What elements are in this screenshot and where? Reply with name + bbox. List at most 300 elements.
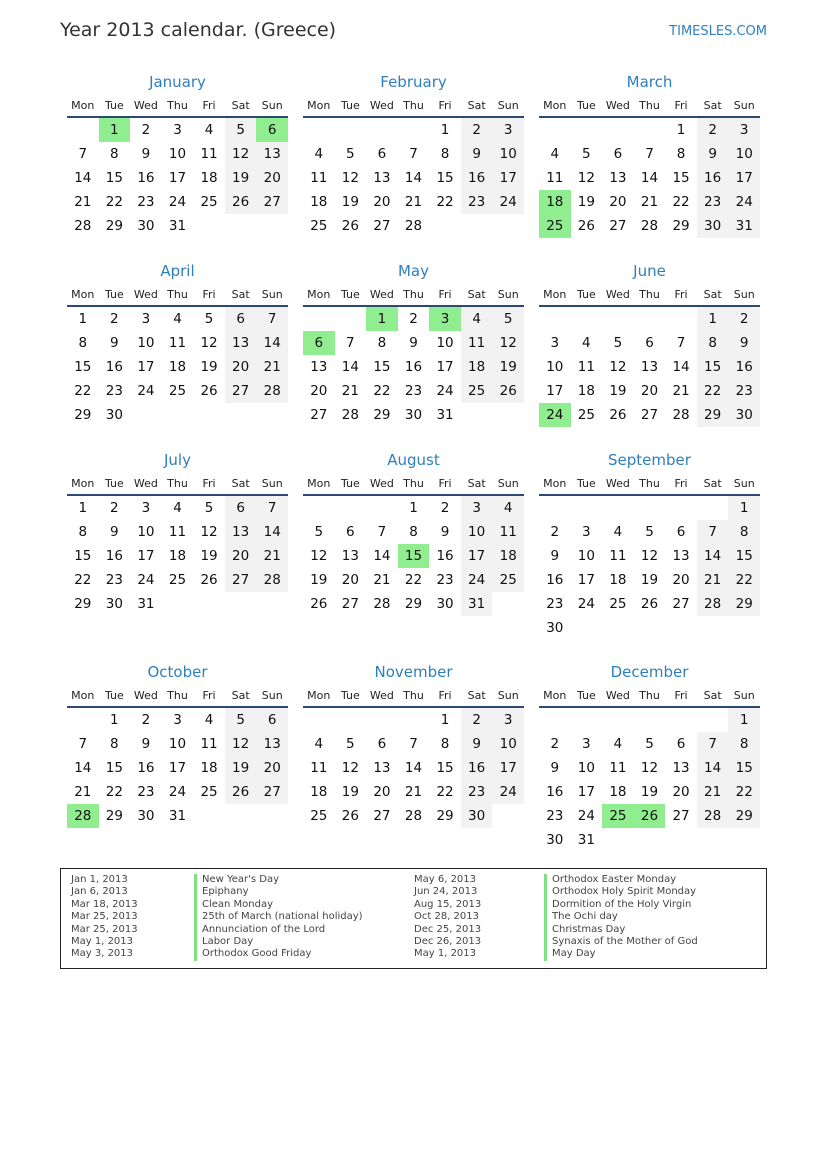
day-cell: 14 [404,170,423,186]
day-cell: 8 [728,732,760,756]
weekday-header [539,474,760,496]
day-cell: 17 [436,359,454,375]
day-cell: 6 [676,736,686,752]
site-link[interactable]: TIMESLES.COM [669,24,767,39]
day-cell: 24 [577,596,595,612]
day-cell: 27 [672,596,690,612]
day-cell: 3 [492,708,524,732]
day-cell: 4 [613,736,623,752]
holiday-name: Orthodox Good Friday [194,948,363,960]
weekday-label: Fri [202,99,216,112]
weekday-label: Mon [543,477,567,490]
weekday-label: Wed [133,288,158,301]
day-cell: 22 [105,194,123,210]
day-cell: 9 [697,142,729,166]
weekday-label: Mon [543,99,567,112]
weekday-label: Tue [104,689,124,702]
weekday-label: Mon [307,477,331,490]
day-cell-holiday: 3 [429,307,461,331]
day-cell: 20 [225,355,257,379]
day-cell: 6 [676,524,686,540]
day-cell: 10 [492,732,524,756]
day-cell: 23 [105,383,123,399]
day-cell: 28 [697,592,729,616]
month-title: April [160,262,195,280]
day-cell: 4 [204,122,214,138]
weekday-label: Sun [733,99,755,112]
day-cell: 13 [225,331,257,355]
day-cell: 24 [137,383,155,399]
day-cell: 26 [492,379,524,403]
day-cell: 27 [373,218,391,234]
day-cell: 8 [78,524,88,540]
day-cell: 22 [436,194,454,210]
day-cell: 19 [640,572,659,588]
day-cell: 2 [440,500,450,516]
day-cell: 24 [577,808,595,824]
weekday-label: Wed [369,99,394,112]
weekday-label: Mon [307,99,331,112]
day-cell: 15 [728,544,760,568]
day-cell: 27 [672,808,690,824]
weekday-header [303,474,524,496]
day-cell: 4 [314,146,324,162]
holiday-date: Mar 18, 2013 [71,898,138,910]
day-cell: 13 [609,170,627,186]
day-cell: 26 [310,596,328,612]
day-cell: 28 [640,218,659,234]
day-cell: 22 [373,383,391,399]
day-cell: 6 [377,146,387,162]
weekday-label: Thu [403,99,424,112]
weekday-label: Sat [703,477,722,490]
day-cell: 5 [314,524,324,540]
day-cell: 26 [640,596,659,612]
holiday-date: Mar 25, 2013 [71,911,138,923]
weekday-label: Thu [167,288,188,301]
day-cell: 20 [373,784,391,800]
weekday-label: Fri [438,689,452,702]
day-cell: 14 [74,170,92,186]
day-cell: 17 [577,784,595,800]
day-cell: 19 [492,355,524,379]
holiday-name: Christmas Day [544,924,698,936]
weekday-label: Sun [261,689,283,702]
day-cell: 12 [609,359,627,375]
holiday-date: May 1, 2013 [71,936,134,948]
day-cell: 25 [577,407,595,423]
day-cell: 15 [728,756,760,780]
holiday-name: Clean Monday [194,899,363,911]
day-cell: 18 [168,359,187,375]
day-cell: 18 [461,355,493,379]
day-cell: 19 [640,784,659,800]
holiday-date: Aug 15, 2013 [414,898,482,910]
month-title: December [610,663,689,681]
day-cell: 3 [461,496,493,520]
weekday-label: Thu [403,477,424,490]
day-cell: 26 [200,572,218,588]
day-cell: 19 [225,756,257,780]
holiday-name: New Year's Day [194,874,363,886]
day-cell: 13 [310,359,328,375]
day-cell: 31 [728,214,760,238]
day-cell: 22 [697,379,729,403]
day-cell: 10 [577,760,595,776]
day-cell: 1 [697,307,729,331]
day-cell: 15 [373,359,391,375]
day-cell: 13 [256,142,288,166]
day-cell: 25 [492,568,524,592]
day-cell: 16 [436,548,454,564]
day-cell: 21 [404,194,423,210]
day-cell: 30 [546,832,564,848]
day-cell: 17 [461,544,493,568]
day-cell: 11 [168,524,187,540]
day-cell: 2 [141,712,151,728]
day-cell: 24 [492,780,524,804]
day-cell: 23 [105,572,123,588]
day-cell: 3 [582,736,591,752]
day-cell: 2 [697,118,729,142]
weekday-label: Fri [202,477,216,490]
day-cell: 1 [440,122,450,138]
weekday-header [539,285,760,307]
day-cell: 24 [168,194,187,210]
day-cell: 27 [256,190,288,214]
holiday-name: Annunciation of the Lord [194,924,363,936]
day-cell: 29 [697,403,729,427]
day-cell: 1 [440,712,450,728]
month-title: September [608,451,691,469]
day-cell: 14 [697,756,729,780]
day-cell: 17 [546,383,564,399]
day-cell: 18 [200,170,218,186]
day-cell: 14 [341,359,359,375]
day-cell: 3 [492,118,524,142]
weekday-label: Fri [674,99,688,112]
holiday-date: Dec 26, 2013 [414,936,482,948]
day-cell: 6 [377,736,387,752]
day-cell: 25 [168,383,187,399]
day-cell: 17 [728,166,760,190]
day-cell-holiday: 25 [602,804,634,828]
day-cell: 11 [492,520,524,544]
day-cell: 22 [728,780,760,804]
holiday-name: Orthodox Holy Spirit Monday [544,886,698,898]
day-cell: 31 [461,592,493,616]
day-cell: 30 [436,596,454,612]
day-cell: 19 [200,359,218,375]
weekday-label: Mon [307,288,331,301]
weekday-label: Thu [167,99,188,112]
weekday-label: Tue [340,477,360,490]
weekday-label: Thu [167,689,188,702]
page-title: Year 2013 calendar. (Greece) [60,19,337,41]
day-cell-holiday: 1 [99,118,131,142]
day-cell: 27 [609,218,627,234]
month-title: May [397,262,429,280]
day-cell: 7 [256,496,288,520]
day-cell: 29 [105,808,123,824]
holiday-dates-right [414,874,481,961]
day-cell: 11 [546,170,564,186]
day-cell: 30 [546,620,564,636]
day-cell: 20 [256,756,288,780]
day-cell: 9 [550,760,560,776]
day-cell: 21 [256,544,288,568]
day-cell: 21 [672,383,690,399]
weekday-label: Mon [307,689,331,702]
day-cell: 15 [436,170,454,186]
day-cell: 10 [546,359,564,375]
day-cell: 5 [613,335,623,351]
day-cell: 21 [341,383,359,399]
holiday-dates-left [71,874,138,961]
day-cell: 15 [74,548,92,564]
day-cell: 14 [74,760,92,776]
weekday-label: Tue [340,99,360,112]
day-cell: 4 [204,712,214,728]
day-cell: 8 [697,331,729,355]
weekday-label: Fri [202,288,216,301]
weekday-label: Fri [438,477,452,490]
day-cell: 13 [256,732,288,756]
weekday-label: Tue [104,288,124,301]
day-cell: 27 [225,568,257,592]
weekday-label: Wed [605,689,630,702]
weekday-label: Sun [497,99,519,112]
day-cell: 6 [225,307,257,331]
day-cell: 13 [225,520,257,544]
day-cell: 14 [640,170,659,186]
day-cell: 6 [225,496,257,520]
day-cell: 17 [137,548,155,564]
weekday-label: Sun [261,99,283,112]
day-cell: 25 [461,379,493,403]
day-cell: 19 [341,784,359,800]
day-cell: 2 [550,736,560,752]
day-cell: 18 [577,383,595,399]
day-cell: 29 [436,808,454,824]
day-cell: 2 [461,708,493,732]
day-cell: 9 [550,548,560,564]
day-cell: 19 [200,548,218,564]
day-cell-holiday: 24 [539,403,571,427]
day-cell: 4 [173,500,182,516]
holiday-date: May 6, 2013 [414,874,477,885]
day-cell: 30 [461,804,493,828]
day-cell: 8 [440,736,450,752]
day-cell: 15 [436,760,454,776]
day-cell-holiday: 15 [398,544,430,568]
weekday-label: Wed [605,99,630,112]
day-cell: 18 [609,572,627,588]
day-cell: 11 [200,736,218,752]
month-title: January [149,73,206,91]
day-cell: 26 [200,383,218,399]
day-cell: 2 [141,122,151,138]
holiday-date: Oct 28, 2013 [414,911,479,923]
day-cell: 8 [728,520,760,544]
day-cell: 19 [341,194,359,210]
day-cell: 10 [168,146,187,162]
day-cell: 21 [697,568,729,592]
day-cell: 1 [409,500,418,516]
day-cell: 3 [550,335,560,351]
day-cell: 22 [404,572,423,588]
day-cell: 31 [577,832,595,848]
weekday-label: Mon [71,477,95,490]
day-cell: 12 [492,331,524,355]
day-cell: 30 [137,218,155,234]
day-cell: 12 [640,760,659,776]
day-cell: 4 [582,335,591,351]
day-cell: 26 [577,218,595,234]
day-cell: 28 [404,218,423,234]
day-cell: 10 [461,520,493,544]
weekday-header [67,474,288,496]
day-cell: 3 [582,524,591,540]
day-cell: 21 [74,784,92,800]
day-cell: 9 [141,146,151,162]
day-cell: 17 [137,359,155,375]
day-cell: 5 [346,146,355,162]
day-cell: 5 [492,307,524,331]
day-cell: 3 [141,311,151,327]
day-cell: 8 [409,524,418,540]
weekday-label: Sat [703,99,722,112]
day-cell: 29 [74,407,92,423]
day-cell: 12 [200,335,218,351]
day-cell: 10 [168,736,187,752]
day-cell: 7 [645,146,654,162]
day-cell-holiday: 18 [539,190,571,214]
day-cell: 15 [74,359,92,375]
day-cell: 9 [728,331,760,355]
weekday-label: Thu [639,99,660,112]
weekday-header [303,285,524,307]
day-cell: 16 [105,359,123,375]
day-cell: 25 [310,808,328,824]
day-cell: 11 [609,760,627,776]
day-cell: 28 [74,218,92,234]
day-cell: 23 [137,194,155,210]
day-cell: 7 [256,307,288,331]
day-cell: 10 [577,548,595,564]
weekday-label: Wed [133,689,158,702]
day-cell-holiday: 28 [67,804,99,828]
day-cell: 16 [404,359,423,375]
day-cell: 11 [168,335,187,351]
day-cell: 18 [310,194,328,210]
holiday-name: The Ochi day [544,911,698,923]
holiday-date: Dec 25, 2013 [414,923,482,935]
day-cell: 27 [225,379,257,403]
month-title: June [633,262,666,280]
day-cell: 16 [697,166,729,190]
weekday-label: Sun [733,288,755,301]
weekday-header [539,96,760,118]
day-cell: 28 [341,407,359,423]
day-cell: 10 [137,335,155,351]
day-cell: 14 [404,760,423,776]
day-cell: 7 [78,736,88,752]
day-cell-holiday: 6 [256,118,288,142]
weekday-label: Tue [340,689,360,702]
day-cell: 1 [110,712,119,728]
day-cell: 11 [310,170,328,186]
holiday-names-left [194,874,363,961]
weekday-label: Fri [674,288,688,301]
weekday-label: Tue [104,477,124,490]
day-cell: 9 [461,142,493,166]
day-cell: 4 [550,146,560,162]
day-cell: 21 [373,572,391,588]
month-title: February [380,73,447,91]
weekday-label: Wed [133,477,158,490]
holiday-name: May Day [544,948,698,960]
day-cell: 1 [78,311,88,327]
day-cell: 26 [225,190,257,214]
day-cell: 31 [436,407,454,423]
day-cell: 11 [200,146,218,162]
day-cell: 8 [110,146,119,162]
day-cell: 30 [728,403,760,427]
weekday-label: Tue [576,689,596,702]
day-cell: 24 [461,568,493,592]
day-cell: 30 [697,214,729,238]
day-cell: 18 [310,784,328,800]
day-cell: 22 [74,383,92,399]
day-cell: 19 [310,572,328,588]
day-cell: 18 [609,784,627,800]
day-cell: 17 [492,756,524,780]
day-cell: 2 [409,311,418,327]
day-cell: 14 [256,520,288,544]
day-cell: 24 [436,383,454,399]
day-cell: 29 [373,407,391,423]
day-cell: 2 [461,118,493,142]
day-cell: 10 [137,524,155,540]
day-cell: 15 [697,355,729,379]
day-cell: 26 [341,218,359,234]
weekday-label: Sat [231,288,250,301]
weekday-label: Sun [497,477,519,490]
weekday-label: Fri [674,477,688,490]
day-cell: 13 [341,548,359,564]
day-cell: 5 [645,736,654,752]
day-cell: 5 [204,500,214,516]
day-cell: 27 [310,407,328,423]
holiday-name: Epiphany [194,886,363,898]
holiday-date: Mar 25, 2013 [71,923,138,935]
day-cell: 14 [373,548,391,564]
day-cell: 20 [341,572,359,588]
day-cell: 9 [409,335,418,351]
day-cell-holiday: 1 [366,307,398,331]
day-cell: 16 [728,355,760,379]
day-cell: 11 [461,331,493,355]
day-cell: 16 [461,166,493,190]
day-cell: 23 [546,596,564,612]
day-cell: 28 [256,379,288,403]
day-cell: 29 [74,596,92,612]
holiday-date: Jan 6, 2013 [71,886,128,898]
day-cell: 28 [672,407,690,423]
weekday-label: Mon [71,99,95,112]
weekday-label: Thu [167,477,188,490]
